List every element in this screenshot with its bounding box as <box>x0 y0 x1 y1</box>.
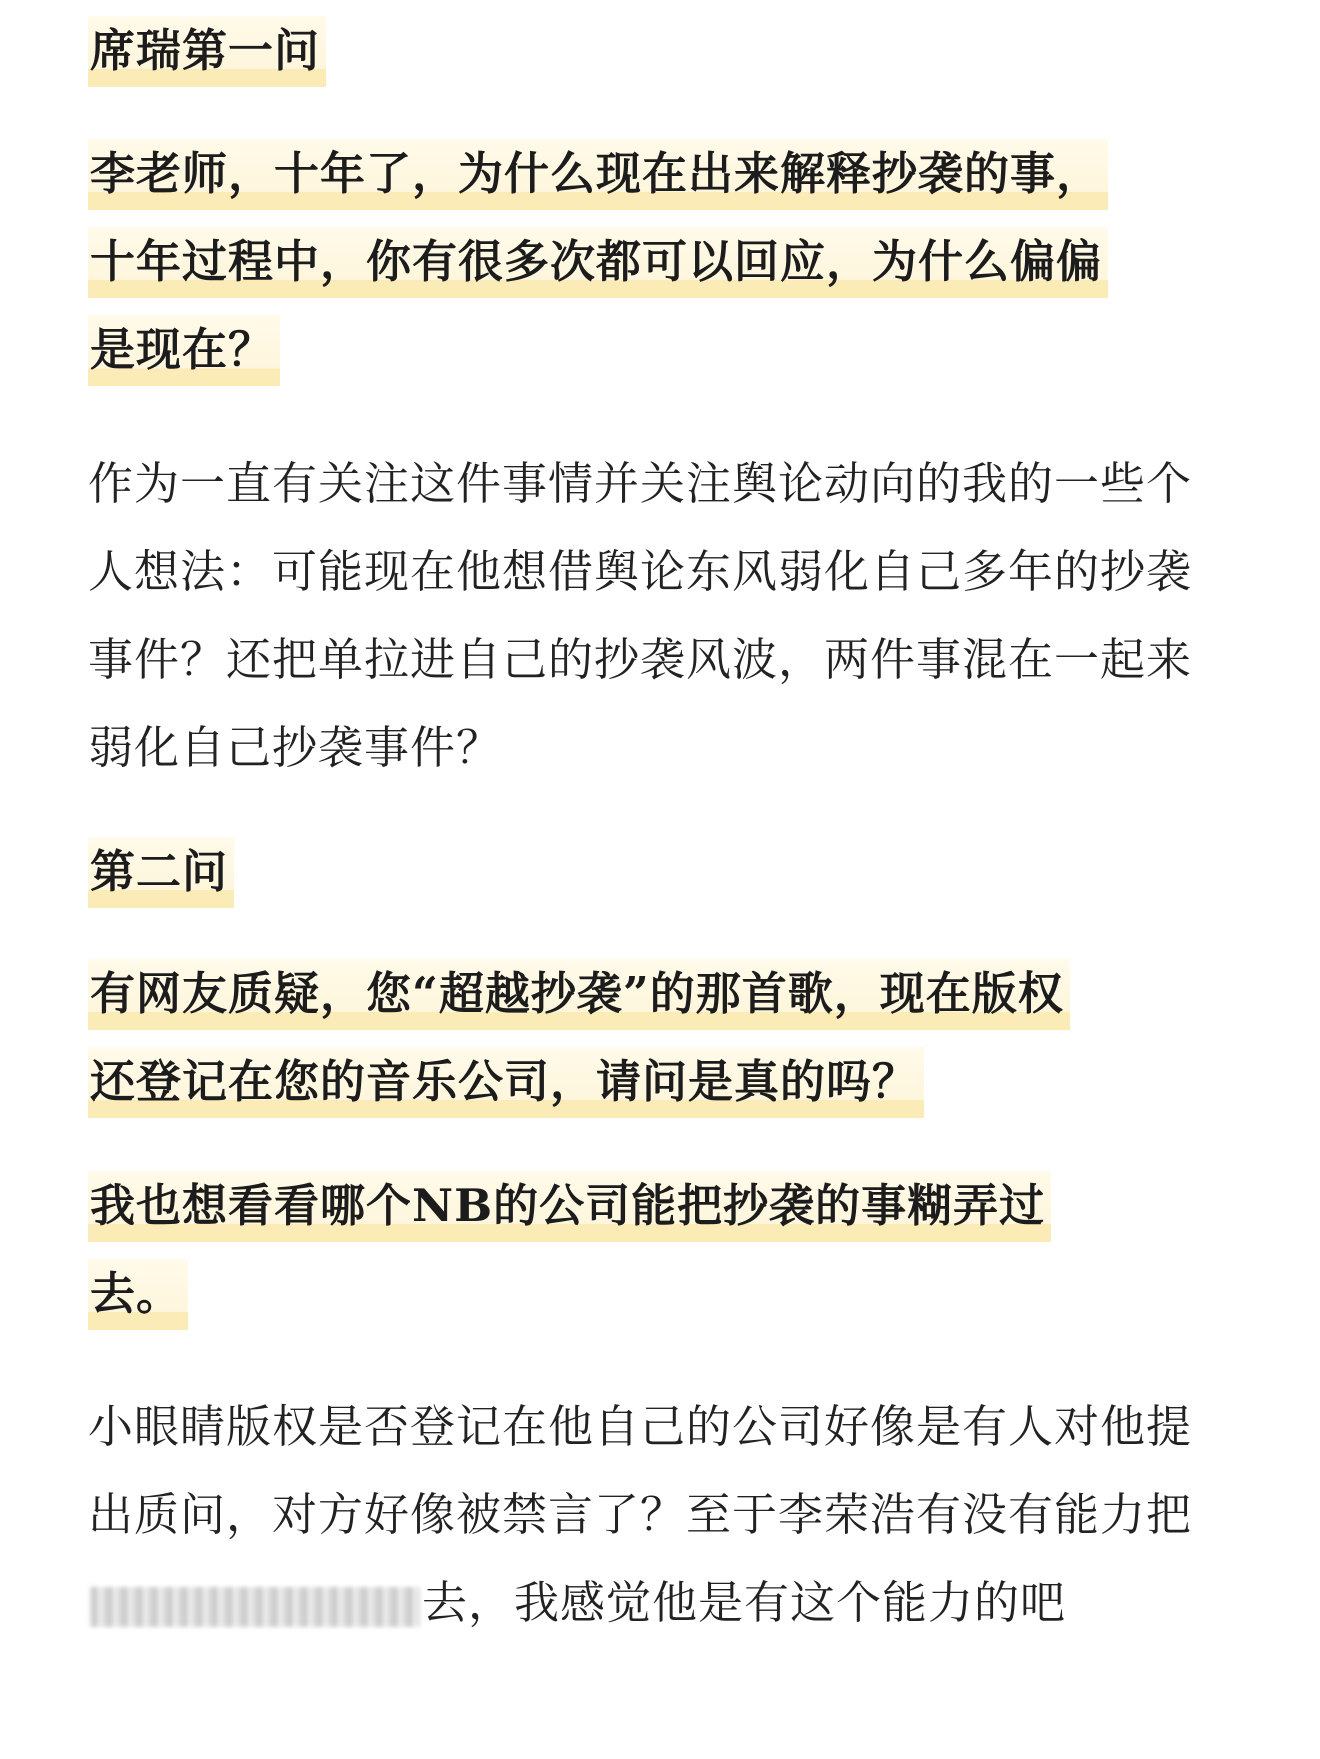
blurred-redaction <box>90 1587 420 1627</box>
question-line: 我也想看看哪个NB的公司能把抄袭的事糊弄过 <box>88 1171 1051 1242</box>
question-line: 李老师，十年了，为什么现在出来解释抄袭的事， <box>88 139 1108 210</box>
question-line: 十年过程中，你有很多次都可以回应，为什么偏偏 <box>88 227 1108 298</box>
answer-two <box>88 1383 1208 1647</box>
heading-second-question <box>88 828 234 916</box>
heading-text: 席瑞第一问 <box>88 16 326 87</box>
heading-first-question <box>88 7 326 95</box>
question-line: 去。 <box>88 1259 188 1330</box>
answer-text-before: 小眼睛版权是否登记在他自己的公司好像是有人对他提出质问，对方好像被禁言了？至于李荣浩有没有能力把 <box>88 1400 1193 1541</box>
question-three <box>88 1162 1051 1338</box>
question-two <box>88 950 1070 1126</box>
answer-text-after: 去，我感觉他是有这个能力的吧 <box>422 1576 1067 1629</box>
question-line: 是现在？ <box>88 315 280 386</box>
question-line: 还登记在您的音乐公司，请问是真的吗？ <box>88 1047 924 1118</box>
question-one <box>88 130 1108 394</box>
question-line: 有网友质疑，您“超越抄袭”的那首歌，现在版权 <box>88 959 1070 1030</box>
heading-text: 第二问 <box>88 837 234 908</box>
answer-one: 作为一直有关注这件事情并关注舆论动向的我的一些个人想法：可能现在他想借舆论东风弱化自己多年的抄袭事件？还把单拉进自己的抄袭风波，两件事混在一起来弱化自己抄袭事件？ <box>88 457 1193 774</box>
